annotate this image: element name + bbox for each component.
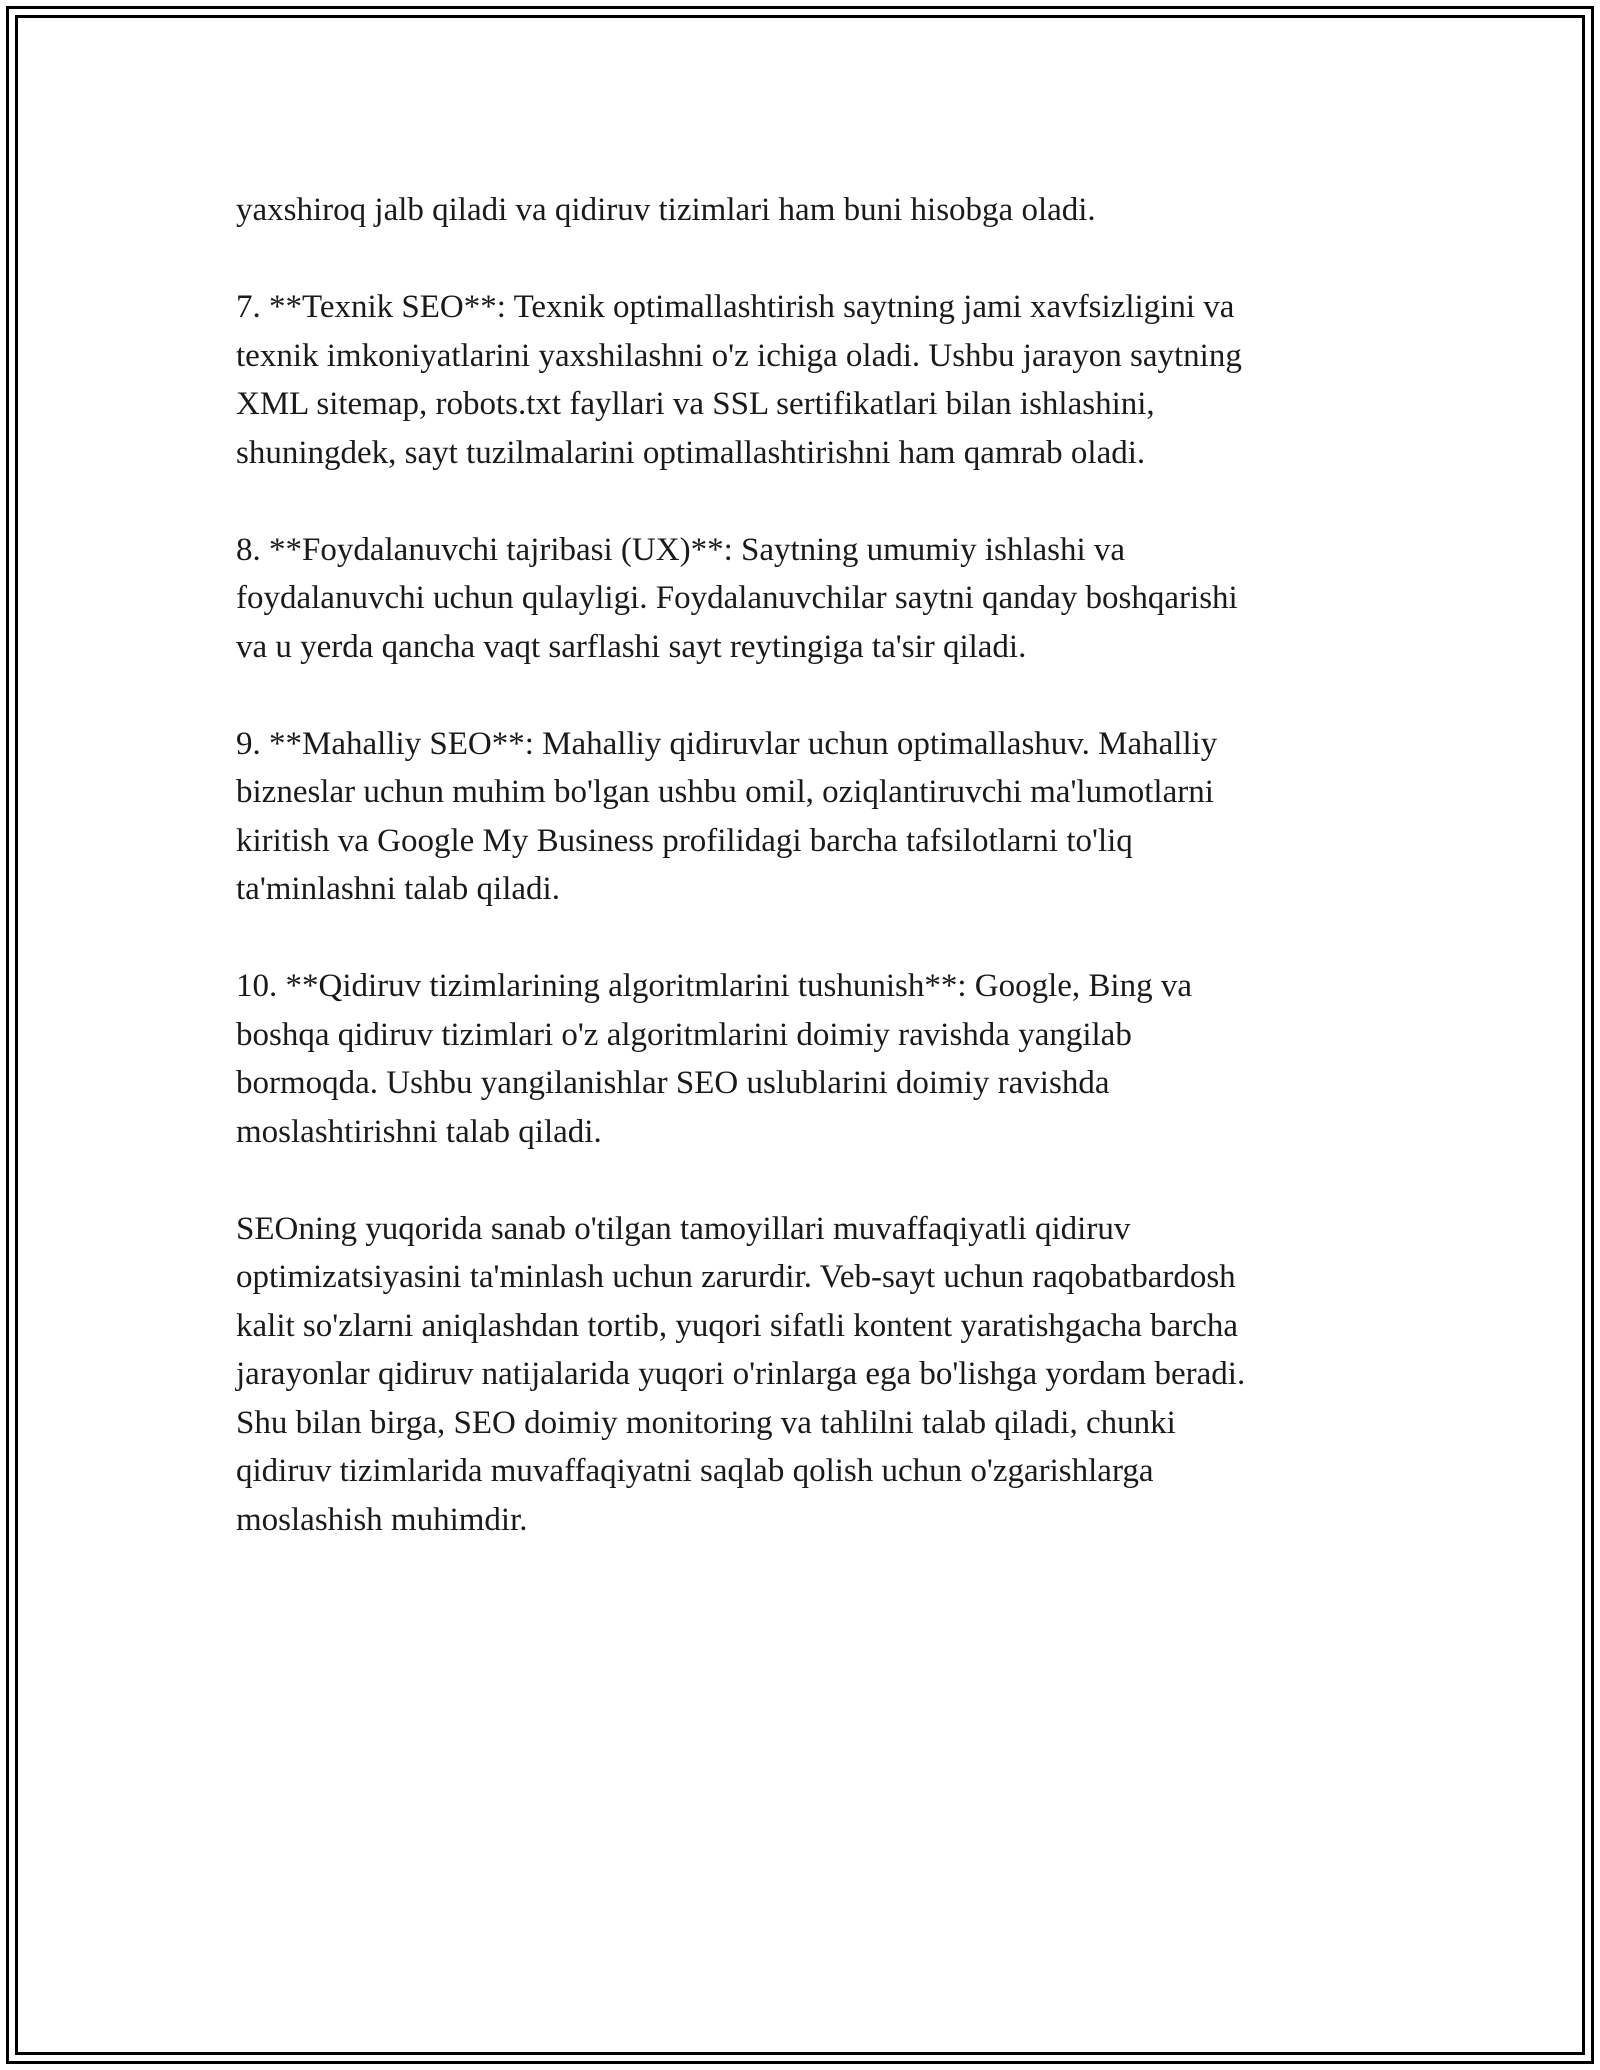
paragraph-continuation: yaxshiroq jalb qiladi va qidiruv tizimlari ham buni hisobga oladi. [236, 192, 1096, 228]
paragraph-technical-seo: 7. **Texnik SEO**: Texnik optimallashtirish saytning jami xavfsizligini va texnik imkoniyatlarini yaxshilashni o'z ichiga oladi. Ushbu jarayon saytning XML sitemap, robots.txt fayllari va SSL sertifikatlari bilan ishlashini, shuningdek, sayt tuzilmalarini optimallashtirishni ham qamrab oladi. [236, 289, 1242, 471]
paragraph-conclusion: SEOning yuqorida sanab o'tilgan tamoyillari muvaffaqiyatli qidiruv optimizatsiyasini ta'minlash uchun zarurdir. Veb-sayt uchun raqobatbardosh kalit so'zlarni aniqlashdan tortib, yuqori sifatli kontent yaratishgacha barcha jarayonlar qidiruv natijalarida yuqori o'rinlarga ega bo'lishga yordam beradi. Shu bilan birga, SEO doimiy monitoring va tahlilni talab qiladi, chunki qidiruv tizimlarida muvaffaqiyatni saqlab qolish uchun o'zgarishlarga moslashish muhimdir. [236, 1210, 1246, 1538]
paragraph-search-algorithms: 10. **Qidiruv tizimlarining algoritmlarini tushunish**: Google, Bing va boshqa qidiruv tizimlari o'z algoritmlarini doimiy ravishda yangilab bormoqda. Ushbu yangilanishlar SEO uslublarini doimiy ravishda moslashtirishni talab qiladi. [236, 968, 1192, 1150]
paragraph-user-experience: 8. **Foydalanuvchi tajribasi (UX)**: Saytning umumiy ishlashi va foydalanuvchi uchun qulayligi. Foydalanuvchilar saytni qanday boshqarishi va u yerda qancha vaqt sarflashi sayt reytingiga ta'sir qiladi. [236, 531, 1238, 665]
paragraph-local-seo: 9. **Mahalliy SEO**: Mahalliy qidiruvlar uchun optimallashuv. Mahalliy bizneslar uchun muhim bo'lgan ushbu omil, oziqlantiruvchi ma'lumotlarni kiritish va Google My Business profilidagi barcha tafsilotlarni to'liq ta'minlashni talab qiladi. [236, 725, 1218, 907]
document-body [236, 186, 1376, 1593]
